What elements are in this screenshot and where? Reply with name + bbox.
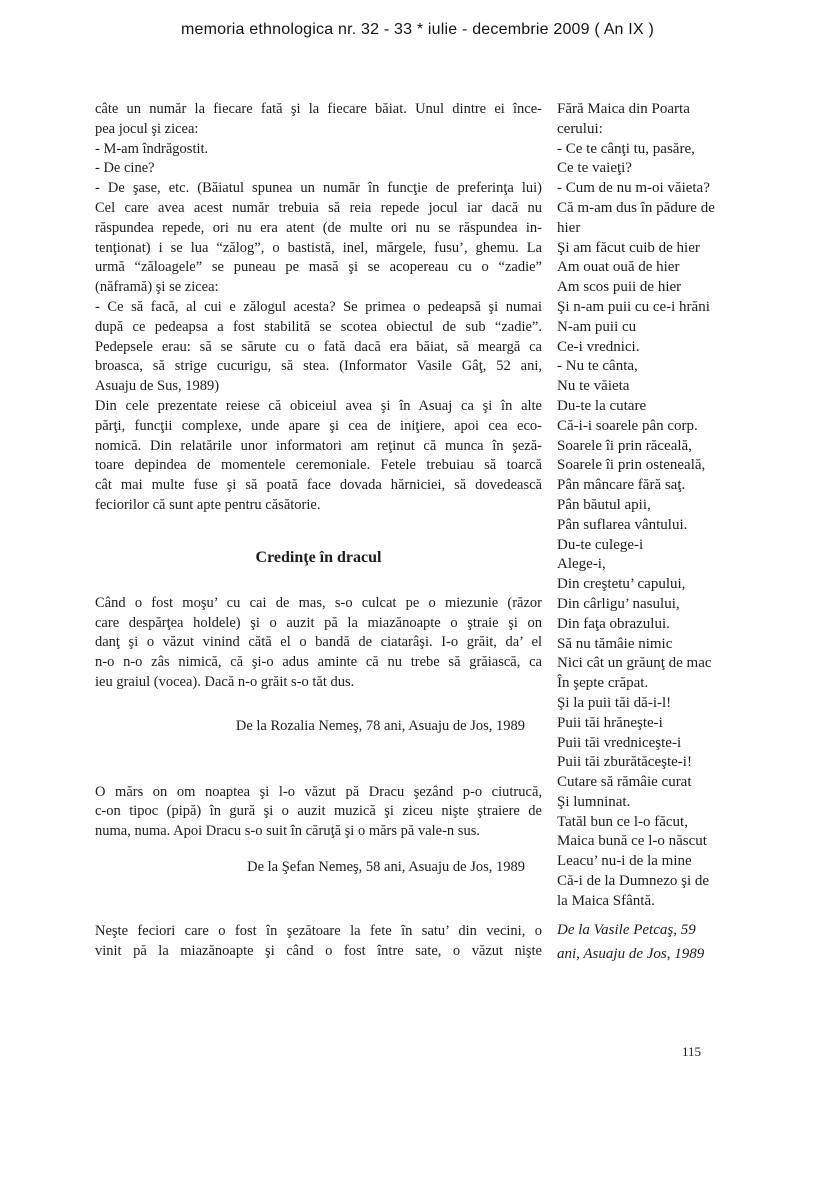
paragraph-block-dracu <box>95 783 542 842</box>
text-line: De la Vasile Petcaş, 59 <box>557 921 696 938</box>
text-line: n-o n-o zâs nimică, că şi-o adus aminte că nu trebe să grăiască, ca <box>95 654 542 671</box>
text-line: Soarele îi prin osteneală, <box>557 457 706 474</box>
text-line: c-on tipoc (pipă) în gură şi o auzit muzică şi ziceu nişte ştraiere de <box>95 803 542 820</box>
text-line: Că m-am dus în pădure de <box>557 199 715 216</box>
text-line: Puii tăi zburătăceşte-i! <box>557 754 692 771</box>
text-line: Puii tăi hrăneşte-i <box>557 714 663 731</box>
text-line: O mărs on om noaptea şi l-o văzut pă Dracu şezând p-o ciutrucă, <box>95 783 542 800</box>
text-line: - De şase, etc. (Băiatul spunea un număr în funcţie de preferinţa lui) <box>95 180 542 197</box>
text-line: pea jocul şi zicea: <box>95 120 199 137</box>
text-line: - Ce să facă, al cui e zălogul acesta? Se primea o pedeapsă şi numai <box>95 298 542 315</box>
text-line: În şepte crăpat. <box>557 675 649 692</box>
text-line: Pedepsele erau: să se sărute cu o fată dacă era băiat, să meargă ca <box>95 338 542 355</box>
text-line: danţ şi o văzut vinind cătă el o bandă de ciatarâşi. I-o grăit, da’ el <box>95 634 542 651</box>
section-heading: Credinţe în dracul <box>255 548 382 566</box>
attribution-vasile-petcas <box>557 918 752 966</box>
text-line: care despărţea holdele) şi o auzit pă la miazănoapte o ştraie şi on <box>95 614 542 631</box>
journal-header-title: memoria ethnologica nr. 32 - 33 * iulie - decembrie 2009 ( An IX ) <box>181 21 654 38</box>
text-line: hier <box>557 219 581 236</box>
text-line: Din creştetu’ capului, <box>557 576 686 593</box>
text-line: N-am puii cu <box>557 318 637 335</box>
text-line: Asuaju de Sus, 1989) <box>95 378 220 395</box>
text-line: răspundea repede, ori nu era atent (de multe ori nu se răspundea in- <box>95 219 542 236</box>
text-line: - M-am îndrăgostit. <box>95 140 209 157</box>
text-line: Pân mâncare fără saţ. <box>557 477 686 494</box>
text-line: - Ce te cânţi tu, pasăre, <box>557 140 695 157</box>
text-line: Du-te culege-i <box>557 536 644 553</box>
text-line: nomică. Din relatările unor informatori am reţinut că munca în şeză- <box>95 437 542 454</box>
page-number: 115 <box>682 1044 702 1059</box>
text-line: după ce pedeapsa a fost stabilită se scotea obiectul de sub “zadie”. <box>95 318 542 335</box>
text-line: Şi n-am puii cu ce-i hrăni <box>557 298 710 315</box>
attribution-sefan-nemes: De la Şefan Nemeş, 58 ani, Asuaju de Jos, 1989 <box>247 858 525 875</box>
text-line: vinit pă la miazănoapte şi când o fost între sate, o văzut nişte <box>95 942 542 959</box>
text-line: Nici cât un grăunţ de mac <box>557 655 712 672</box>
text-line: - Nu te cânta, <box>557 358 638 375</box>
text-line: la Maica Sfântă. <box>557 892 655 909</box>
text-line: Tatăl bun ce l-o făcut, <box>557 813 688 830</box>
text-line: - De cine? <box>95 160 155 177</box>
text-line: Ce-i vrednici. <box>557 338 640 355</box>
text-line: urmă “zăloagele” se puneau pe masă şi se acopereau cu o “zadie” <box>95 259 542 276</box>
text-line: Pân băutul apii, <box>557 496 651 513</box>
right-column <box>557 100 752 966</box>
text-line: Din faţa obrazului. <box>557 615 670 632</box>
text-line: Şi lumninat. <box>557 793 631 810</box>
text-line: Şi la puii tăi dă-i-l! <box>557 694 672 711</box>
text-line: Din cele prezentate reiese că obiceiul avea şi în Asuaj ca şi în alte <box>95 397 542 414</box>
text-line: Maica bună ce l-o născut <box>557 833 707 850</box>
left-column <box>95 100 542 961</box>
text-line: Din cârligu’ nasului, <box>557 595 680 612</box>
text-line: tenţionat) i se lua “zălog”, o bastistă, inel, mărgele, fusu’, ghemu. La <box>95 239 542 256</box>
text-line: Fără Maica din Poarta <box>557 101 690 117</box>
text-line: ani, Asuaju de Jos, 1989 <box>557 945 705 962</box>
text-line: - Cum de nu m-oi văieta? <box>557 180 710 197</box>
text-line: Să nu tămâie nimic <box>557 635 673 652</box>
text-line: Că-i de la Dumnezo şi de <box>557 873 710 890</box>
text-line: Şi am făcut cuib de hier <box>557 239 700 256</box>
text-line: Du-te la cutare <box>557 397 647 414</box>
text-line: Am ouat ouă de hier <box>557 259 680 276</box>
text-line: cât mai multe fuse şi să poată face dovada hărniciei, să dovedească <box>95 477 542 494</box>
text-line: cerului: <box>557 120 603 137</box>
text-line: (năframă) şi se zicea: <box>95 279 219 296</box>
paragraph-block-feciori <box>95 922 542 962</box>
text-line: Alege-i, <box>557 556 606 573</box>
text-line: Când o fost moşu’ cu cai de mas, s-o culcat pe o miezunie (răzor <box>95 594 542 611</box>
paragraph-block-customs <box>95 100 542 516</box>
text-line: părţi, funcţii complexe, unde apare şi cea de iniţiere, apoi cea eco- <box>95 417 542 434</box>
text-line: ieu graiul (vocea). Dacă n-o grăit s-o tăt dus. <box>95 673 355 690</box>
text-line: Cutare să rămâie curat <box>557 774 692 791</box>
text-line: Neşte feciori care o fost în şezătoare la fete în satu’ din vecini, o <box>95 922 542 939</box>
text-line: Soarele îi prin răceală, <box>557 437 692 454</box>
text-line: Leacu’ nu-i de la mine <box>557 853 692 870</box>
paragraph-block-mosu <box>95 594 542 693</box>
text-line: broasca, să strige cucurigu, să stea. (Informator Vasile Gâţ, 52 ani, <box>95 358 542 375</box>
text-line: Ce te vaieţi? <box>557 160 632 177</box>
text-line: numa, numa. Apoi Dracu s-o suit în căruţă şi o mărs pă vale-n sus. <box>95 823 480 840</box>
text-line: Pân suflarea vântului. <box>557 516 688 533</box>
text-line: Că-i-i soarele pân corp. <box>557 417 698 434</box>
poem-verse <box>557 100 752 912</box>
text-line: feciorilor că sunt apte pentru căsătorie. <box>95 496 321 513</box>
attribution-rozalia-nemes: De la Rozalia Nemeş, 78 ani, Asuaju de Jos, 1989 <box>235 717 525 734</box>
text-line: toare depindea de momentele ceremoniale. Fetele trebuiau să toarcă <box>95 457 542 474</box>
text-line: Cel care avea acest număr trebuia să reia repede jocul iar dacă nu <box>95 199 542 216</box>
text-line: Am scos puii de hier <box>557 279 682 296</box>
text-line: Nu te văieta <box>557 378 630 395</box>
text-line: câte un număr la fiecare fată şi la fiecare băiat. Unul dintre ei înce- <box>95 101 542 117</box>
text-line: Puii tăi vredniceşte-i <box>557 734 682 751</box>
